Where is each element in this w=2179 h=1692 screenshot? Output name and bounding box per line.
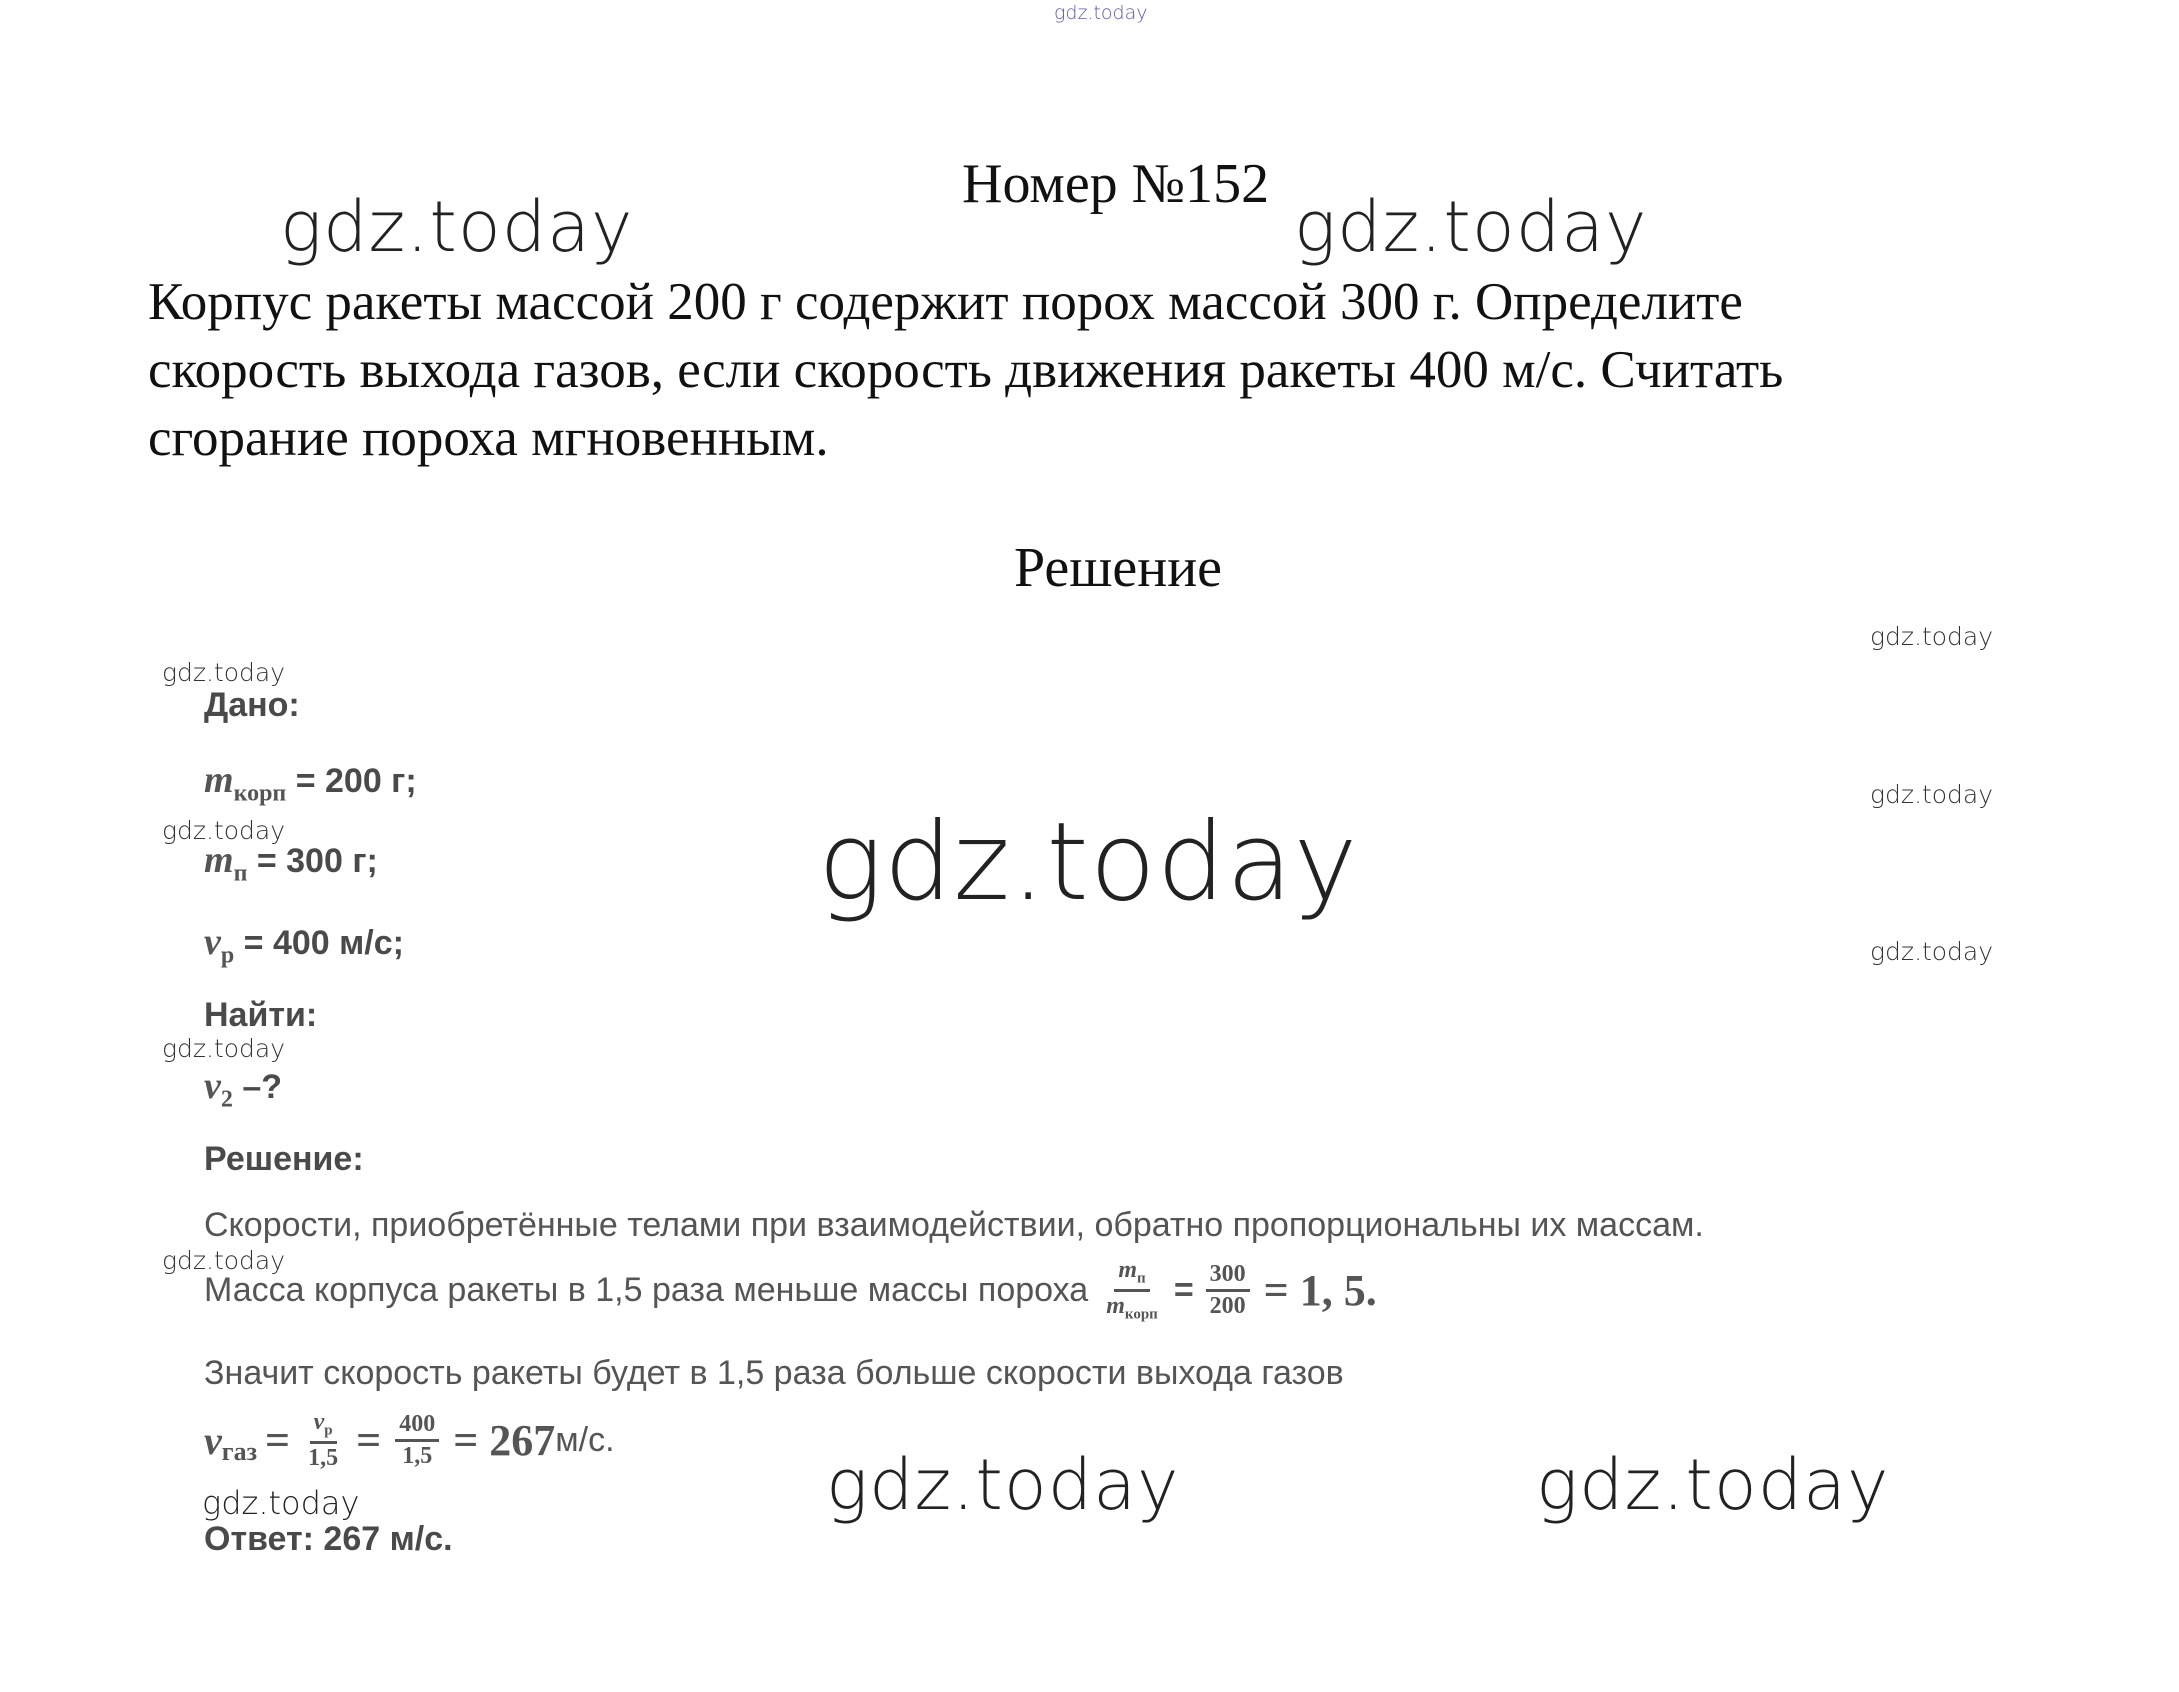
watermark-center: gdz.today <box>818 800 1359 925</box>
watermark-bottom-mid: gdz.today <box>826 1444 1180 1526</box>
ratio-value-numerator: 300 <box>1206 1262 1250 1292</box>
ratio-result: = 1, 5. <box>1263 1266 1377 1315</box>
final-velocity-symbol: v <box>204 1418 222 1464</box>
final-fraction-2-denominator: 1,5 <box>402 1443 433 1470</box>
find-label: Найти: <box>204 996 318 1034</box>
problem-line-2: скорость выхода газов, если скорость движения ракеты 400 м/с. Считать <box>148 341 1784 399</box>
problem-line-1: Корпус ракеты массой 200 г содержит порох массой 300 г. Определите <box>148 273 1743 331</box>
solution-label: Решение: <box>204 1140 364 1178</box>
find-velocity <box>204 1064 282 1113</box>
solution-text-3: Значит скорость ракеты будет в 1,5 раза больше скорости выхода газов <box>204 1354 1344 1392</box>
final-fraction-1-numerator: $v_р$ <box>310 1410 337 1444</box>
given-mass-body-symbol: m <box>204 759 234 801</box>
given-mass-body-sub: корп <box>233 780 287 807</box>
final-equals-1: = <box>265 1416 291 1466</box>
find-velocity-symbol: v <box>204 1065 221 1107</box>
watermark-top: gdz.today <box>1054 2 1148 24</box>
ratio-equals: = <box>1173 1271 1194 1309</box>
watermark-left-4: gdz.today <box>162 1246 286 1275</box>
watermark-right-1: gdz.today <box>1870 622 1994 651</box>
watermark-right-3: gdz.today <box>1870 937 1994 966</box>
answer: Ответ: 267 м/с. <box>204 1520 453 1558</box>
watermark-title-left: gdz.today <box>280 186 634 268</box>
given-velocity-rocket <box>204 920 404 969</box>
watermark-left-1: gdz.today <box>162 658 286 687</box>
find-velocity-rest: –? <box>232 1068 282 1106</box>
final-equals-2: = <box>356 1416 382 1466</box>
solution-text-2: Масса корпуса ракеты в 1,5 раза меньше массы пороха <box>204 1271 1089 1309</box>
solution-final-line <box>204 1410 615 1471</box>
given-mass-body <box>204 758 417 807</box>
final-velocity-sub: газ <box>221 1436 258 1466</box>
final-fraction-2 <box>395 1412 439 1469</box>
given-mass-powder-symbol: m <box>204 839 234 881</box>
final-unit: м/с. <box>555 1421 615 1460</box>
solution-text-1: Скорости, приобретённые телами при взаимодействии, обратно пропорциональны их массам. <box>204 1206 1704 1244</box>
ratio-mass-fraction <box>1102 1258 1162 1323</box>
problem-line-3: сгорание пороха мгновенным. <box>148 409 829 467</box>
given-mass-powder-sub: п <box>233 860 248 887</box>
given-mass-body-value: = 200 г; <box>286 762 417 800</box>
ratio-value-fraction <box>1206 1262 1250 1319</box>
watermark-left-3: gdz.today <box>162 1034 286 1063</box>
solution-heading: Решение <box>1014 537 1223 599</box>
page-title: Номер №152 <box>962 153 1270 215</box>
watermark-title-right: gdz.today <box>1294 186 1648 268</box>
final-fraction-1-denominator: 1,5 <box>308 1445 339 1471</box>
ratio-mass-numerator: $m_п$ <box>1114 1258 1149 1292</box>
final-fraction-2-numerator: 400 <box>395 1412 439 1442</box>
given-mass-powder <box>204 838 378 887</box>
solution-ratio-line <box>204 1258 1377 1323</box>
find-velocity-sub: 2 <box>220 1086 233 1113</box>
ratio-mass-denominator: $m_{корп}$ <box>1106 1293 1158 1323</box>
watermark-bottom-right: gdz.today <box>1536 1444 1890 1526</box>
given-label: Дано: <box>204 686 300 724</box>
ratio-value-denominator: 200 <box>1209 1293 1246 1319</box>
watermark-right-2: gdz.today <box>1870 780 1994 809</box>
given-velocity-sub: р <box>220 942 235 969</box>
final-result: = 267 <box>453 1416 556 1466</box>
given-mass-powder-value: = 300 г; <box>247 842 378 880</box>
final-fraction-1 <box>304 1410 342 1471</box>
watermark-left-2: gdz.today <box>162 816 286 845</box>
given-velocity-value: = 400 м/с; <box>234 924 404 962</box>
watermark-left-5: gdz.today <box>202 1484 360 1522</box>
given-velocity-symbol: v <box>204 921 221 963</box>
